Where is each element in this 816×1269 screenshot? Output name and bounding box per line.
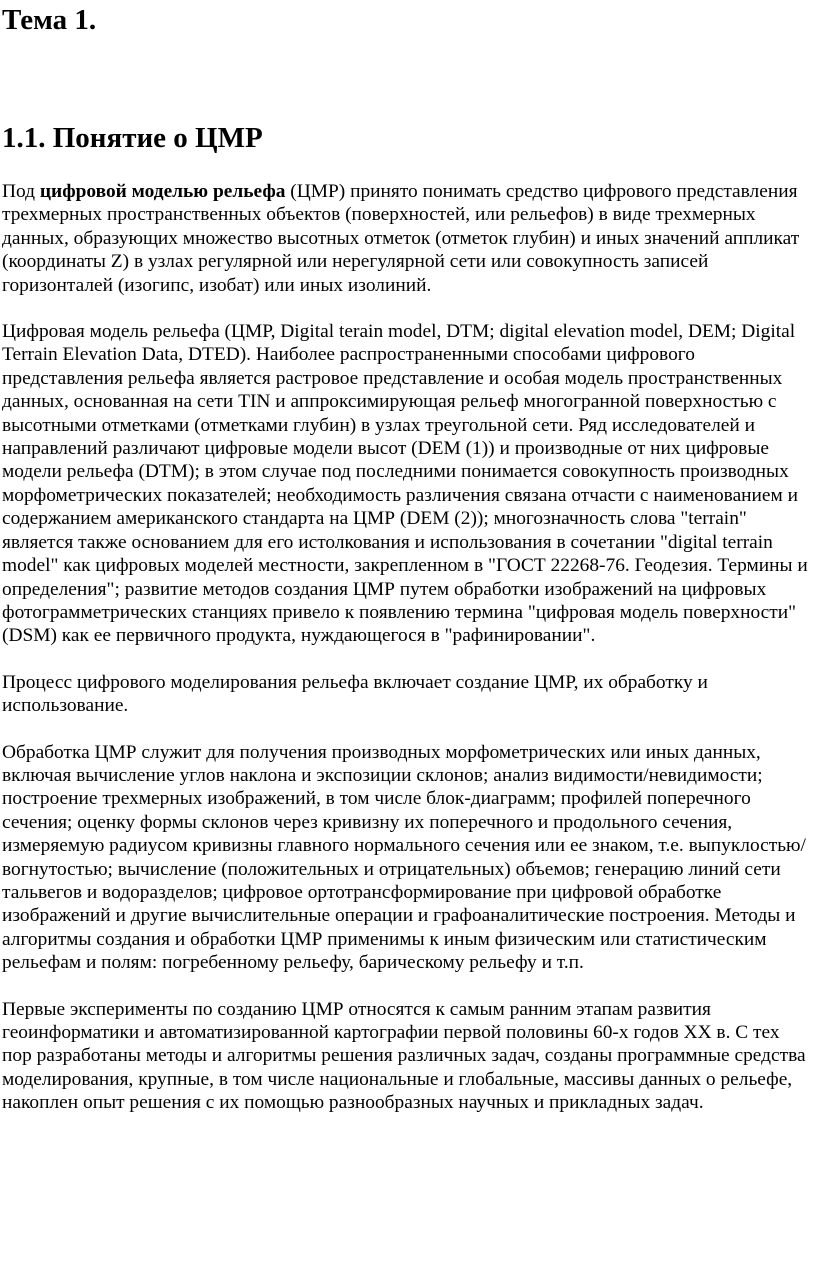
paragraph-dtm-types: Цифровая модель рельефа (ЦМР, Digital terain model, DTM; digital elevation model, DEM; Digital Terrain Elevation Data, DTED). Наиболее распространенными способами цифрового представления рельефа является растровое представление и особая модель пространственных данных, основанная на сети TIN и аппроксимирующая рельеф многогранной поверхностью с высотными отметками (отметками глубин) в узлах треугольной сети. Ряд исследователей и направлений различают цифровые модели высот (DEM (1)) и производные от них цифровые модели рельефа (DTM); в этом случае под последними понимается совокупность производных морфометрических показателей; необходимость различения связана отчасти с наименованием и содержанием американского стандарта на ЦМР (DEM (2)); многозначность слова "terrain" является также основанием для его истолкования и использования в сочетании "digital terrain model" как цифровых моделей местности, закрепленном в "ГОСТ 22268-76. Геодезия. Термины и определения"; развитие методов создания ЦМР путем обработки изображений на цифровых фотограмметрических станциях привело к появлению термина "цифровая модель поверхности" (DSM) как ее первичного продукта, нуждающегося в "рафинировании". xyxy=(2,321,808,647)
topic-heading: Тема 1. xyxy=(2,4,97,36)
paragraph-definition-prefix: Под xyxy=(2,181,40,202)
paragraph-definition-text: (ЦМР) принято понимать средство цифрового представления трехмерных пространственных объектов (поверхностей, или рельефов) в виде трехмерных данных, образующих множество высотных отметок (отметок глубин) и иных значений аппликат (координаты Z) в узлах регулярной или нерегулярной сети или совокупность записей горизонталей (изогипс, изобат) или иных изолиний. xyxy=(2,181,800,296)
term-dem-bold: цифровой моделью рельефа xyxy=(39,181,286,202)
section-heading: 1.1. Понятие о ЦМР xyxy=(2,122,263,154)
paragraph-processing: Обработка ЦМР служит для получения производных морфометрических или иных данных, включая вычисление углов наклона и экспозиции склонов; анализ видимости/невидимости; построение трехмерных изображений, в том числе блок-диаграмм; профилей поперечного сечения; оценку формы склонов через кривизну их поперечного и продольного сечения, измеряемую радиусом кривизны главного нормального сечения или ее знаком, т.е. выпуклостью/вогнутостью; вычисление (положительных и отрицательных) объемов; генерацию линий сети тальвегов и водоразделов; цифровое ортотрансформирование при цифровой обработке изображений и другие вычислительные операции и графоаналитические построения. Методы и алгоритмы создания и обработки ЦМР применимы к иным физическим или статистическим рельефам и полям: погребенному рельефу, барическому рельефу и т.п. xyxy=(2,741,806,974)
paragraph-modeling-process: Процесс цифрового моделирования рельефа включает создание ЦМР, их обработку и использование. xyxy=(2,671,708,717)
paragraph-history: Первые эксперименты по созданию ЦМР относятся к самым ранним этапам развития геоинформатики и автоматизированной картографии первой половины 60-х годов XX в. С тех пор разработаны методы и алгоритмы решения различных задач, созданы программные средства моделирования, крупные, в том числе национальные и глобальные, массивы данных о рельефе, накоплен опыт решения с их помощью разнообразных научных и прикладных задач. xyxy=(2,998,806,1114)
paragraph-definition xyxy=(2,180,812,297)
document-body xyxy=(2,180,812,1138)
